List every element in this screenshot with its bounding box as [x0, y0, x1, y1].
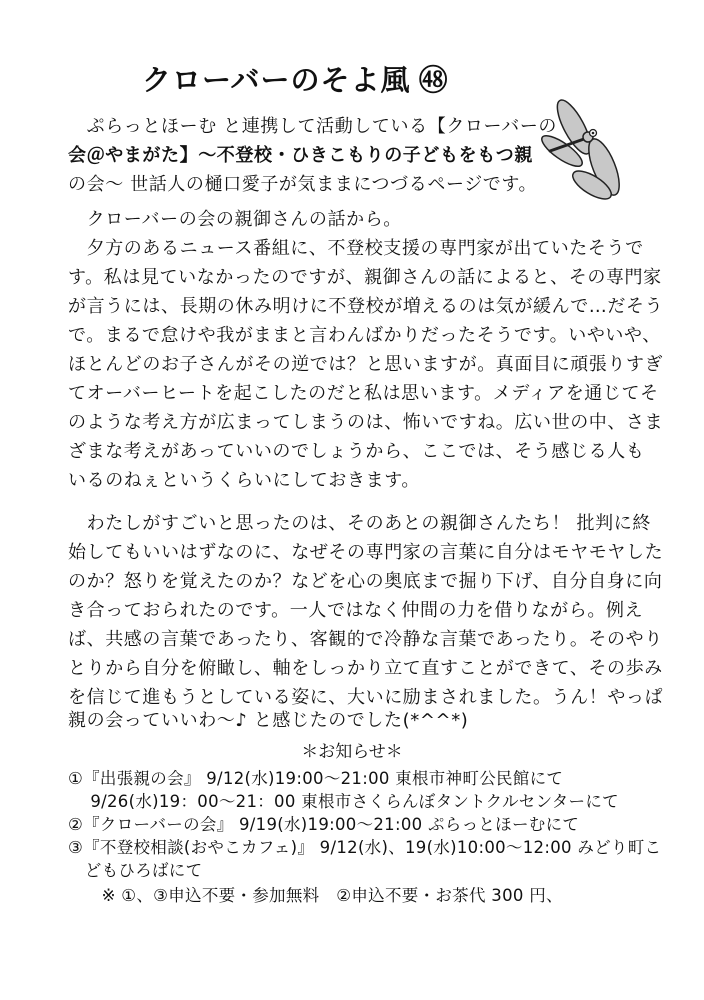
- notice-item: 9/26(水)19：00～21：00 東根市さくらんぼタントクルセンターにて: [68, 792, 619, 811]
- body-line: ほとんどのお子さんがその逆では？と思いますが。真面目に頑張りすぎ: [68, 354, 664, 375]
- body-line: ざまな考えがあっていいのでしょうから、ここでは、そう感じる人も: [68, 441, 645, 462]
- body-line: ば、共感の言葉であったり、客観的で冷静な言葉であったり。そのやり: [68, 629, 663, 650]
- body-line: き合っておられたのです。一人ではなく仲間の力を借りながら。例え: [68, 600, 644, 621]
- body-line: で。まるで怠けや我がままと言わんばかりだったそうです。いやいや、: [68, 325, 661, 346]
- page-title: [142, 58, 449, 99]
- title-text: クローバーのそよ風: [142, 63, 411, 97]
- body-line: す。私は見ていなかったのですが、親御さんの話によると、その専門家: [68, 267, 662, 288]
- body-line: クローバーの会の親御さんの話から。: [68, 209, 402, 230]
- intro-line: ぷらっとほーむ と連携して活動している【クローバーの: [68, 116, 558, 137]
- intro-line: 会＠やまがた】～不登校・ひきこもりの子どもをもつ親: [68, 145, 533, 166]
- body-line: のような考え方が広まってしまうのは、怖いですね。広い世の中、さま: [68, 412, 664, 433]
- notice-item: ①『出張親の会』 9/12(水)19:00～21:00 東根市神町公民館にて: [68, 769, 564, 788]
- body-line: てオーバーヒートを起こしたのだと私は思います。メディアを通じてそ: [68, 383, 659, 404]
- notice-note: ※ ①、③申込不要・参加無料 ②申込不要・お茶代 300 円、: [68, 886, 563, 905]
- body-line: 夕方のあるニュース番組に、不登校支援の専門家が出ていたそうで: [68, 238, 644, 259]
- intro-line: の会～ 世話人の樋口愛子が気ままにつづるページです。: [68, 174, 538, 195]
- body-line: 親の会っていいわ～♪ と感じたのでした(*^^*): [68, 710, 469, 731]
- body-line: 始してもいいはずなのに、なぜその専門家の言葉に自分はモヤモヤした: [68, 542, 664, 563]
- dragonfly-icon: [536, 95, 636, 210]
- body-line: とりから自分を俯瞰し、軸をしっかり立て直すことができて、その歩み: [68, 658, 663, 679]
- notice-item: ②『クローバーの会』 9/19(水)19:00～21:00 ぷらっとほーむにて: [68, 815, 580, 834]
- notice-item: どもひろばにて: [68, 861, 203, 880]
- body-line: のか？怒りを覚えたのか？などを心の奥底まで掘り下げ、自分自身に向: [68, 571, 663, 592]
- body-line: が言うには、長期の休み明けに不登校が増えるのは気が緩んで…だそう: [68, 296, 664, 317]
- issue-number: ㊽: [418, 63, 449, 97]
- body-line: を信じて進もうとしている姿に、大いに励まされました。うん！やっぱ: [68, 687, 664, 708]
- body-line: いるのねぇというくらいにしておきます。: [68, 470, 420, 491]
- body-line: わたしがすごいと思ったのは、そのあとの親御さんたち！ 批判に終: [68, 513, 651, 534]
- notice-heading: ＊お知らせ＊: [301, 742, 403, 762]
- notice-item: ③『不登校相談(おやこカフェ)』 9/12(水)、19(水)10:00～12:00 みどり町こ: [68, 838, 662, 857]
